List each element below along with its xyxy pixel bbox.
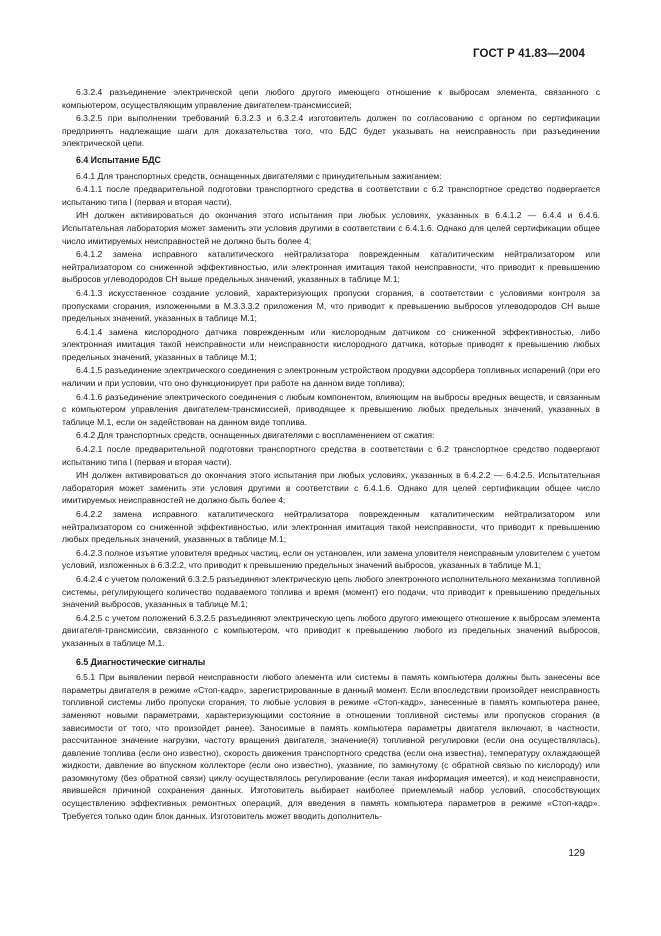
document-body: [62, 86, 600, 823]
paragraph-in-activation-2: ИН должен активироваться до окончания этого испытания при любых условиях, указанных в 6.4.2.2 — 6.4.2.5. Испытательная лаборатория может заменить эти условия другими в соответствии с 6.4.1.6. Однако для целей сертификации общее число имитируемых неисправностей не должно быть более 4;: [62, 470, 600, 506]
paragraph-6-5-1: 6.5.1 При выявлении первой неисправности любого элемента или системы в память компьютера должны быть занесены все параметры двигателя в режиме «Стоп-кадр», зарегистрированные в данный момент. Если впоследствии произойдет неисправность топливной системы либо пропуски сгорания, то любые условия в режиме «Стоп-кадр», занесенные в память компьютера ранее, заменяют новыми параметрами, характеризующими состояние в отношении топливной системы или пропусков сгорания (в зависимости от того, что произойдет ранее). Заносимые в память компьютера параметры двигателя включают, в частности, рассчитанное значение нагрузки, частоту вращения двигателя, значение(я) топливной регулировки (если она осуществлялась), давление топлива (если оно известно), скорость движения транспортного средства (если она известна), температуру охлаждающей жидкости, давление во впускном коллекторе (если оно известно), указание, по замкнутому (с обратной связью по кислороду) или разомкнутому (без обратной связи) циклу осуществлялось регулирование (если такая информация имеется), и код неисправности, явившейся причиной сохранения данных. Изготовитель выбирает наиболее приемлемый набор условий, способствующих осуществлению эффективных ремонтных операций, для введения в память компьютера параметров в режиме «Стоп-кадр». Требуется только один блок данных. Изготовитель может вводить дополнитель-: [62, 672, 600, 821]
paragraph-6-3-2-4: 6.3.2.4 разъединение электрической цепи любого другого имеющего отношение к выбросам элемента, связанного с компьютером, осуществляющим управление двигателем-трансмиссией;: [62, 87, 600, 110]
paragraph-6-4-1-2: 6.4.1.2 замена исправного каталитического нейтрализатора поврежденным каталитическим нейтрализатором или нейтрализатором со сниженной эффективностью, или электронная имитация такой неисправности, что приводит к превышению выбросов углеводородов СН выше предельных значений, указанных в таблице М.1;: [62, 249, 600, 285]
paragraph-6-4-1-6: 6.4.1.6 разъединение электрического соединения с любым компонентом, влияющим на выбросы вредных веществ, и связанным с компьютером управления двигателем-трансмиссией, приводящее к превышению любых предельных значений, указанных в таблице М.1, если он задействован на данном виде топлива.: [62, 391, 600, 427]
paragraph-6-4-2: 6.4.2 Для транспортных средств, оснащенных двигателями с воспламенением от сжатия:: [76, 430, 435, 441]
paragraph-6-4-1-3: 6.4.1.3 искусственное создание условий, характеризующих пропуски сгорания, в соответствии с условиями контроля за пропусками сгорания, изложенными в М.3.3.3.2 приложения М, что приводит к превышению выбросов углеводородов СН выше предельных значений, указанных в таблице М.1;: [62, 287, 600, 324]
paragraph-6-4-2-3: 6.4.2.3 полное изъятие уловителя вредных частиц, если он установлен, или замена уловителя неисправным уловителем с учетом условий, изложенных в 6.3.2.2, что приводит к превышению предельных значений выбросов, указанных в таблице М.1;: [62, 547, 600, 571]
paragraph-6-4-1-4: 6.4.1.4 замена кислородного датчика поврежденным или кислородным датчиком со сниженной эффективностью, либо электронная имитация такой неисправности или неисправности кислородного датчика, которые приводят к превышению любых предельных значений, указанных в таблице М.1;: [62, 326, 600, 362]
paragraph-6-4-2-2: 6.4.2.2 замена исправного каталитического нейтрализатора поврежденным каталитическим нейтрализатором или нейтрализатором со сниженной эффективностью, или электронная имитация такой неисправности, что приводит к превышению любых предельных значений, указанных в таблице М.1;: [62, 509, 600, 545]
standard-header: ГОСТ Р 41.83—2004: [473, 48, 585, 60]
paragraph-6-3-2-5: 6.3.2.5 при выполнении требований 6.3.2.3 и 6.3.2.4 изготовитель должен по согласованию с органом по сертификации предпринять надлежащие шаги для доказательства того, что БДС будет указывать на неисправность при разъединении электрической цепи.: [62, 113, 600, 149]
paragraph-6-4-1-1: 6.4.1.1 после предварительной подготовки транспортного средства в соответствии с 6.2 транспортное средство подвергается испытанию типа I (первая и вторая части).: [62, 184, 600, 207]
paragraph-6-4-2-1: 6.4.2.1 после предварительной подготовки транспортного средства в соответствии с 6.2 транспортное средство подвергают испытанию типа I (первая и вторая части).: [62, 444, 600, 467]
paragraph-in-activation-1: ИН должен активироваться до окончания этого испытания при любых условиях, указанных в 6.4.1.2 — 6.4.4 и 6.4.6. Испытательная лаборатория может заменить эти условия другими в соответствии с 6.4.1.6. Однако для целей сертификации общее число имитируемых неисправностей не должно быть более 4;: [62, 210, 600, 246]
paragraph-6-4-1-5: 6.4.1.5 разъединение электрического соединения с электронным устройством продувки адсорбера топливных испарений (при его наличии и при условии, что оно функционирует при работе на данном виде топлива);: [62, 365, 600, 389]
page-number: 129: [568, 848, 585, 859]
paragraph-6-4-1: 6.4.1 Для транспортных средств, оснащенных двигателями с принудительным зажиганием:: [76, 170, 442, 181]
section-heading-6-4: 6.4 Испытание БДС: [76, 154, 161, 165]
paragraph-6-4-2-5: 6.4.2.5 с учетом положений 6.3.2.5 разъединяют электрическую цепь любого другого имеющего отношение к выбросам элемента двигателя-трансмиссии, связанного с компьютером, что приводит к превышению любого из предельных значений выбросов, указанных в таблице М.1.: [62, 612, 600, 648]
paragraph-6-4-2-4: 6.4.2.4 с учетом положений 6.3.2.5 разъединяют электрическую цепь любого электронного исполнительного механизма топливной системы, регулирующего количество подаваемого топлива и время (момент) его подачи, что приводит к превышению предельных значений выбросов, указанных в таблице М.1;: [62, 573, 600, 610]
section-heading-6-5: 6.5 Диагностические сигналы: [76, 656, 206, 667]
